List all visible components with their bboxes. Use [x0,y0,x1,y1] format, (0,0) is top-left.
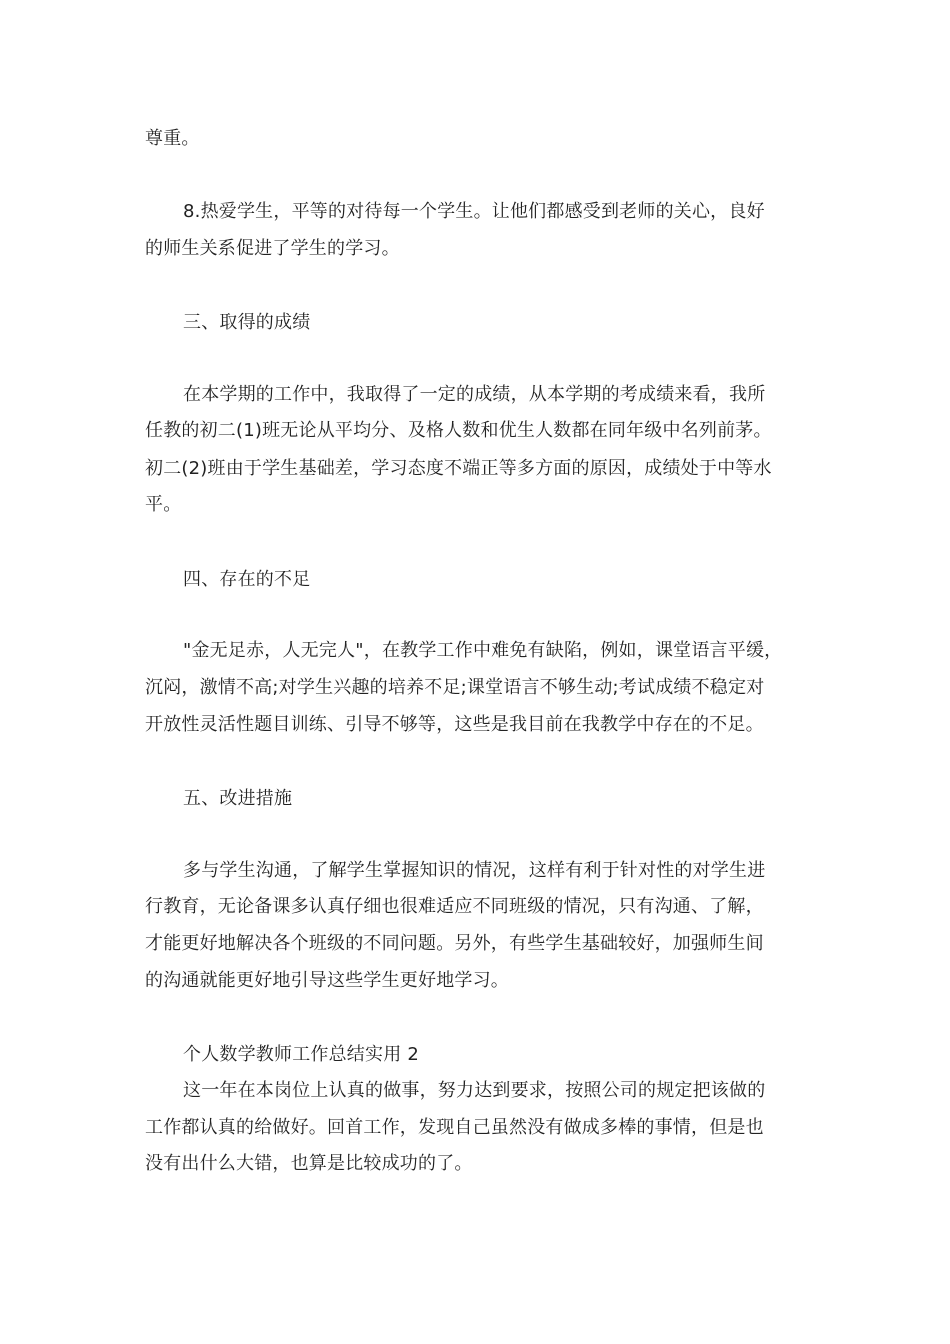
section-heading: 四、存在的不足 [183,569,311,590]
paragraph-line: 平。 [145,494,182,515]
paragraph-line: 工作都认真的给做好。回首工作，发现自己虽然没有做成多棒的事情，但是也 [145,1117,764,1138]
section-heading: 五、改进措施 [183,788,293,809]
paragraph-line: 的沟通就能更好地引导这些学生更好地学习。 [145,970,509,991]
paragraph-line: 的师生关系促进了学生的学习。 [145,238,400,259]
section-heading: 三、取得的成绩 [183,312,311,333]
paragraph-line: 8.热爱学生，平等的对待每一个学生。让他们都感受到老师的关心，良好 [183,201,765,222]
paragraph-line: 才能更好地解决各个班级的不同问题。另外，有些学生基础较好，加强师生间 [145,933,764,954]
paragraph-line: 多与学生沟通，了解学生掌握知识的情况，这样有利于针对性的对学生进 [183,860,766,881]
paragraph-line: 行教育，无论备课多认真仔细也很难适应不同班级的情况，只有沟通、了解， [145,896,764,917]
paragraph-line: 沉闷，激情不高;对学生兴趣的培养不足;课堂语言不够生动;考试成绩不稳定对 [145,677,765,698]
paragraph-line: 在本学期的工作中，我取得了一定的成绩，从本学期的考成绩来看，我所 [183,384,766,405]
paragraph-line: 尊重。 [145,128,200,149]
paragraph-line: 这一年在本岗位上认真的做事，努力达到要求，按照公司的规定把该做的 [183,1080,766,1101]
paragraph-line: 初二(2)班由于学生基础差，学习态度不端正等多方面的原因，成绩处于中等水 [145,458,772,479]
subsection-title: 个人数学教师工作总结实用 2 [183,1044,419,1065]
paragraph-line: 任教的初二(1)班无论从平均分、及格人数和优生人数都在同年级中名列前茅。 [145,420,772,441]
paragraph-line: 开放性灵活性题目训练、引导不够等，这些是我目前在我教学中存在的不足。 [145,714,764,735]
paragraph-line: 没有出什么大错，也算是比较成功的了。 [145,1153,473,1174]
paragraph-line: "金无足赤，人无完人"，在教学工作中难免有缺陷，例如，课堂语言平缓， [183,640,783,661]
